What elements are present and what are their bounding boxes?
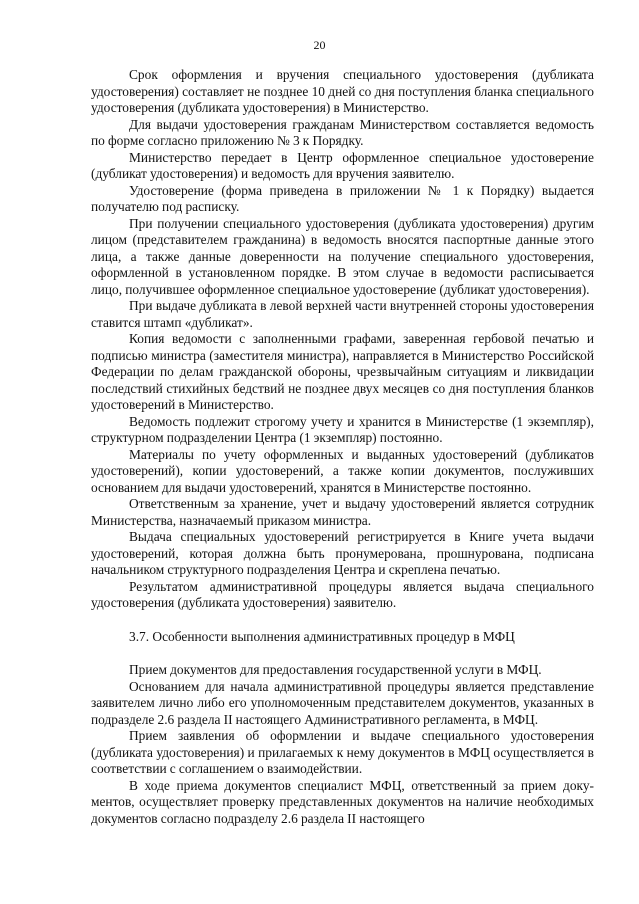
paragraph: Срок оформления и вручения специального удостоверения (дубликата удостоверения) составляет не позднее 10 дней со дня поступления бланка специального удостоверения (дубликата удостоверения) в Министерство. bbox=[91, 67, 594, 115]
paragraph: Удостоверение (форма приведена в приложении № 1 к Порядку) выдается получателю под расписку. bbox=[91, 182, 594, 214]
paragraph: Для выдачи удостоверения гражданам Министерством составляется ведомость по форме согласно приложению № 3 к Порядку. bbox=[91, 116, 594, 148]
paragraph: Результатом административной процедуры является выдача специального удостоверения (дубликата удостоверения) заявителю. bbox=[91, 578, 594, 610]
section-heading: 3.7. Особенности выполнения административных процедур в МФЦ bbox=[129, 628, 515, 644]
paragraph: Выдача специальных удостоверений регистрируется в Книге учета выдачи удостоверений, которая должна быть пронумерована, прошнурована, подписана начальником структурного подразделения Центра и скреплена печатью. bbox=[91, 529, 594, 577]
paragraph: При получении специального удостоверения (дубликата удостоверения) другим лицом (представителем гражданина) в ведомость вносятся паспортные данные этого лица, а также данные доверенности на получение специального удостоверения, оформленной в установленном порядке. В этом случае в ведомости расписывается лицо, получившее оформленное специальное удостоверение (дубликат удостоверения). bbox=[91, 215, 594, 297]
paragraph: Ведомость подлежит строгому учету и хранится в Министерстве (1 экземпляр), структурном подразделении Центра (1 экземпляр) постоянно. bbox=[91, 413, 594, 445]
paragraph: Прием заявления об оформлении и выдаче специального удостоверения (дубликата удостоверения) и прилагаемых к нему документов в МФЦ осуществляется в соответствии с соглашением о взаимодействии. bbox=[91, 728, 594, 776]
paragraph: Основанием для начала административной процедуры является представление заявителем лично либо его уполномоченным представителем документов, указанных в подразделе 2.6 раздела II настоящего Административного регламента, в МФЦ. bbox=[91, 678, 594, 727]
paragraph: При выдаче дубликата в левой верхней части внутренней стороны удостоверения ставится штамп «дубликат». bbox=[91, 298, 594, 330]
paragraph: Копия ведомости с заполненными графами, заверенная гербовой печатью и подписью министра (заместителя министра), направляется в Министерство Российской Федерации по делам гражданской обороны, чрезвычайным ситуациям и ликвидации последствий стихийных бедствий не позднее двух месяцев со дня поступления бланков удостоверений в Министерство. bbox=[91, 331, 594, 412]
paragraph: Материалы по учету оформленных и выданных удостоверений (дубликатов удостоверений), копии удостоверений, а также копии документов, послуживших основанием для выдачи удостоверений, хранятся в Министерстве постоянно. bbox=[91, 446, 594, 495]
paragraph: Ответственным за хранение, учет и выдачу удостоверений является сотрудник Министерства, назначаемый приказом министра. bbox=[91, 496, 594, 528]
document-body bbox=[91, 67, 594, 827]
page-number: 20 bbox=[313, 38, 326, 52]
paragraph: В ходе приема документов специалист МФЦ, ответственный за прием доку-ментов, осуществляет проверку представленных документов на наличие необходимых документов согласно подразделу 2.6 раздела II настоящего bbox=[91, 777, 594, 826]
paragraph: Министерство передает в Центр оформленное специальное удостоверение (дубликат удостоверения) и ведомость для вручения заявителю. bbox=[91, 149, 594, 181]
paragraph: Прием документов для предоставления государственной услуги в МФЦ. bbox=[129, 662, 542, 677]
